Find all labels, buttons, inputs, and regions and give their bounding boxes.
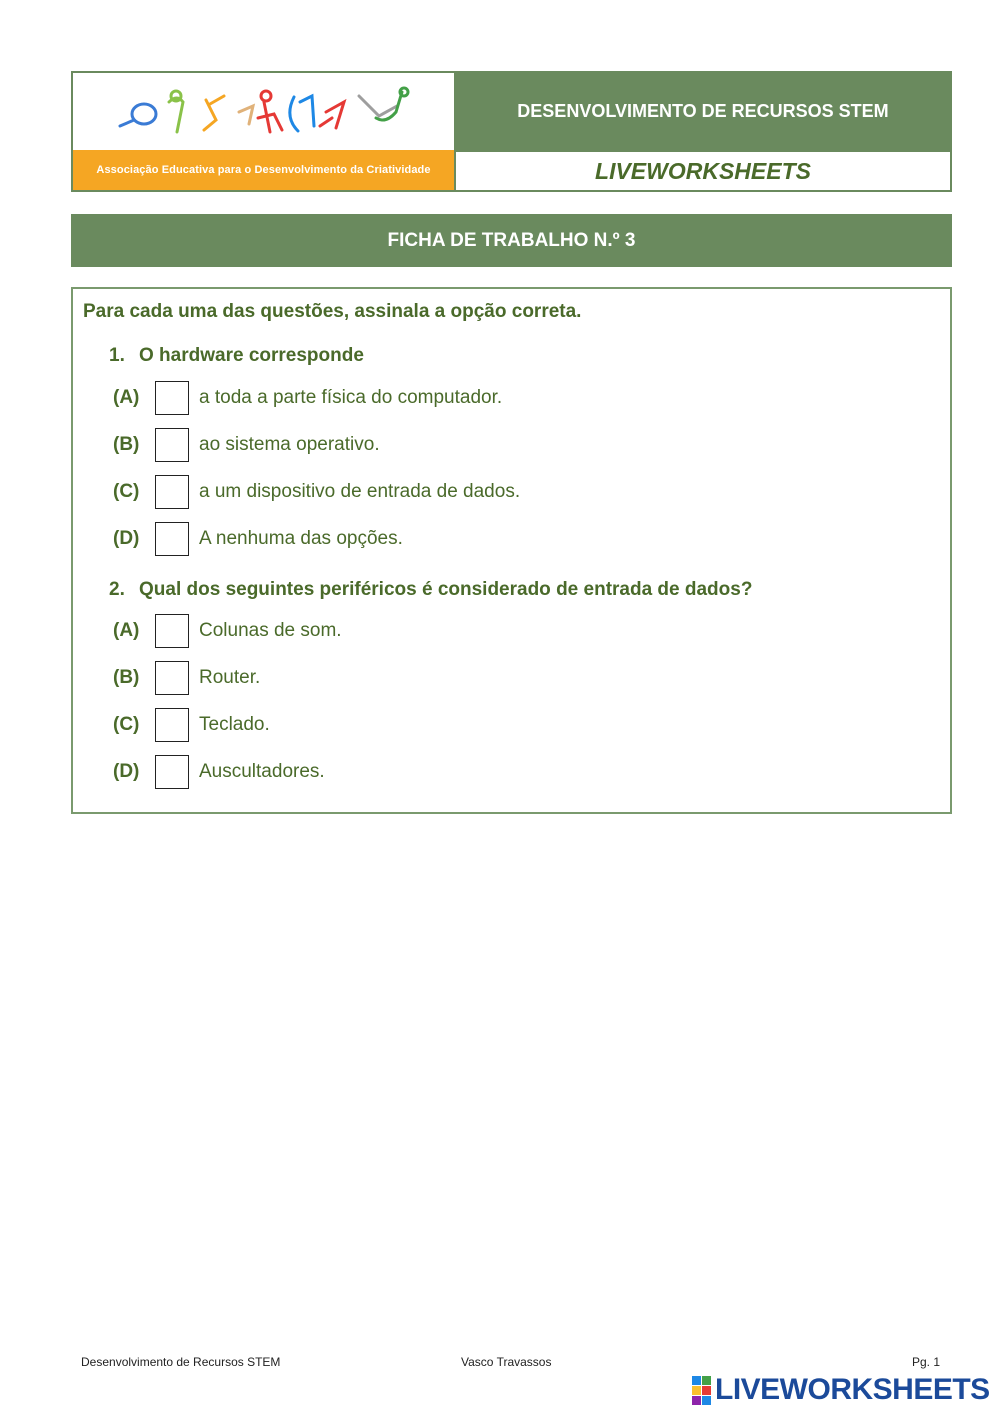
option-letter: (B) — [113, 434, 140, 455]
association-name: Associação Educativa para o Desenvolvimento da Criatividade — [73, 150, 454, 190]
answer-checkbox[interactable] — [155, 614, 189, 648]
instruction-text: Para cada uma das questões, assinala a opção correta. — [83, 301, 582, 322]
option-text: a um dispositivo de entrada de dados. — [199, 481, 521, 502]
option-text: ao sistema operativo. — [199, 434, 380, 455]
footer-center: Vasco Travassos — [461, 1355, 552, 1369]
question-number: 2. — [109, 579, 125, 600]
option-1b — [113, 427, 380, 463]
liveworksheets-logo-text: LIVEWORKSHEETS — [715, 1373, 990, 1406]
option-2b — [113, 660, 260, 696]
option-text: A nenhuma das opções. — [199, 528, 403, 549]
option-text: Colunas de som. — [199, 620, 342, 641]
header-left — [73, 73, 456, 190]
question-1-title — [109, 345, 364, 367]
question-2-title — [109, 579, 752, 601]
answer-checkbox[interactable] — [155, 708, 189, 742]
option-2d — [113, 754, 325, 790]
option-letter: (C) — [113, 481, 140, 502]
header-right — [456, 73, 950, 190]
footer-left: Desenvolvimento de Recursos STEM — [81, 1355, 281, 1369]
question-number: 1. — [109, 345, 125, 366]
liveworksheets-logo-icon — [692, 1376, 711, 1405]
option-text: Auscultadores. — [199, 761, 325, 782]
answer-checkbox[interactable] — [155, 381, 189, 415]
question-text: Qual dos seguintes periféricos é considerado de entrada de dados? — [139, 579, 753, 600]
option-letter: (B) — [113, 667, 140, 688]
answer-checkbox[interactable] — [155, 661, 189, 695]
answer-checkbox[interactable] — [155, 755, 189, 789]
option-1d — [113, 521, 403, 557]
option-2c — [113, 707, 270, 743]
logo-figures-image — [114, 82, 414, 142]
question-panel — [71, 287, 952, 814]
association-logo — [73, 73, 454, 150]
option-letter: (A) — [113, 387, 140, 408]
option-1c — [113, 474, 520, 510]
option-text: Router. — [199, 667, 261, 688]
option-1a — [113, 380, 502, 416]
option-2a — [113, 613, 342, 649]
option-letter: (D) — [113, 761, 140, 782]
question-text: O hardware corresponde — [139, 345, 364, 366]
header-table — [71, 71, 952, 192]
liveworksheets-watermark — [692, 1373, 990, 1407]
option-text: Teclado. — [199, 714, 270, 735]
worksheet-title: FICHA DE TRABALHO N.º 3 — [71, 214, 952, 267]
project-title: DESENVOLVIMENTO DE RECURSOS STEM — [456, 73, 950, 150]
answer-checkbox[interactable] — [155, 428, 189, 462]
option-letter: (C) — [113, 714, 140, 735]
answer-checkbox[interactable] — [155, 475, 189, 509]
answer-checkbox[interactable] — [155, 522, 189, 556]
footer-page-number: Pg. 1 — [912, 1355, 941, 1369]
brand-title: LIVEWORKSHEETS — [456, 150, 950, 190]
option-letter: (D) — [113, 528, 140, 549]
option-letter: (A) — [113, 620, 140, 641]
option-text: a toda a parte física do computador. — [199, 387, 503, 408]
